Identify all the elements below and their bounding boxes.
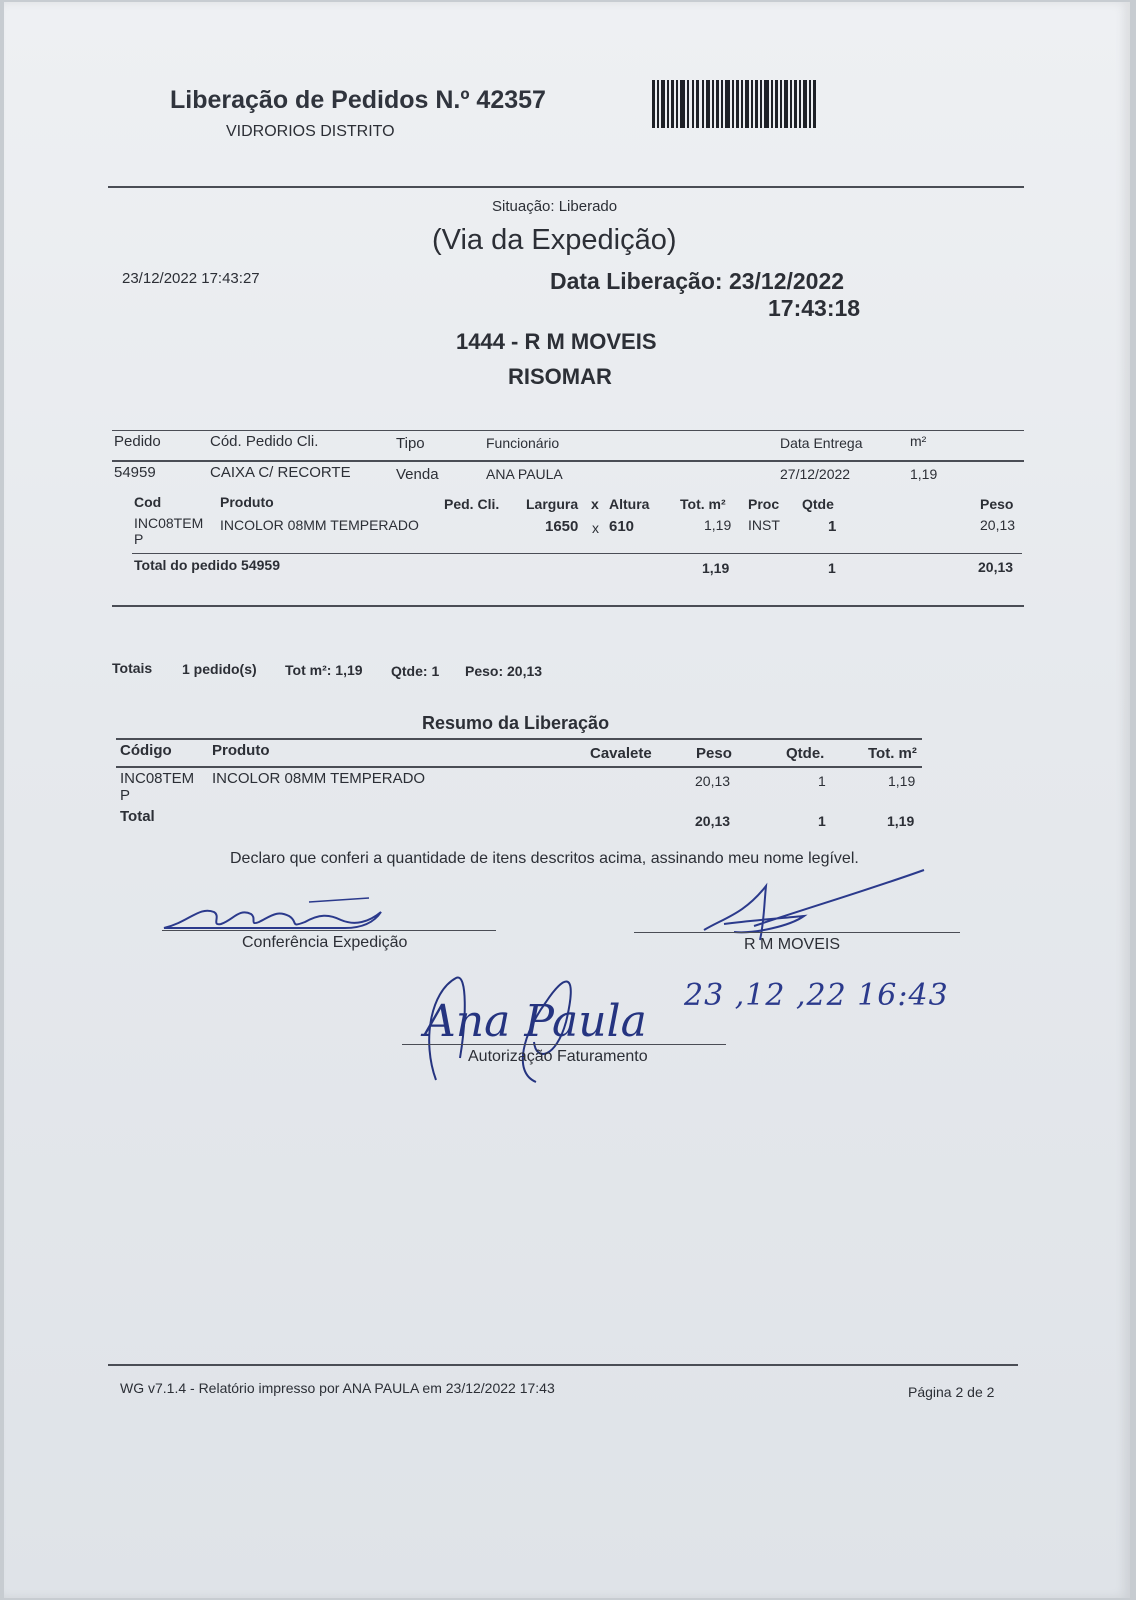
order-number: 54959 — [114, 464, 156, 481]
summary-tot-m2: 1,19 — [888, 773, 916, 789]
status-label: Situação: Liberado — [492, 198, 618, 215]
totals-qtde: Qtde: 1 — [391, 663, 440, 679]
summary-code-line1: INC08TEM — [120, 770, 195, 787]
item-code-line2: P — [134, 531, 144, 547]
item-code-line1: INC08TEM — [134, 515, 204, 531]
signature-line-autorizacao — [402, 1044, 726, 1045]
order-employee: ANA PAULA — [486, 466, 563, 482]
barcode-icon — [652, 80, 816, 128]
item-largura: 1650 — [545, 518, 579, 535]
signature-ana-paula-strokes-icon — [416, 962, 646, 1092]
summary-total-label: Total — [120, 808, 155, 825]
client-name: 1444 - R M MOVEIS — [456, 329, 657, 354]
order-delivery-date: 27/12/2022 — [780, 466, 851, 482]
summary-total-peso: 20,13 — [695, 813, 731, 829]
order-type: Venda — [396, 466, 439, 483]
release-date: Data Liberação: 23/12/2022 — [550, 268, 845, 294]
summary-header-cavalete: Cavalete — [590, 745, 652, 762]
item-header-largura: Largura — [526, 496, 579, 512]
summary-header-codigo: Código — [120, 742, 172, 759]
item-product: INCOLOR 08MM TEMPERADO — [220, 517, 419, 533]
client-subname: RISOMAR — [508, 364, 612, 389]
signature-line-rm-moveis — [634, 932, 960, 933]
summary-header-qtde: Qtde. — [786, 745, 825, 762]
order-total-label: Total do pedido 54959 — [134, 557, 280, 573]
document-title: Liberação de Pedidos N.º 42357 — [170, 86, 546, 114]
summary-peso: 20,13 — [695, 773, 731, 789]
signature-label-rm-moveis: R M MOVEIS — [744, 936, 841, 953]
order-section-end-rule — [112, 605, 1024, 607]
item-altura: 610 — [609, 518, 635, 535]
order-total-qtde: 1 — [828, 560, 836, 576]
footer-printed-by: WG v7.1.4 - Relatório impresso por ANA PAULA em 23/12/2022 17:43 — [120, 1380, 555, 1396]
summary-header-tot-m2: Tot. m² — [868, 745, 917, 762]
item-header-x: x — [591, 496, 599, 512]
summary-header-produto: Produto — [212, 742, 270, 759]
item-header-peso: Peso — [980, 496, 1014, 512]
summary-qtde: 1 — [818, 773, 826, 789]
totals-label: Totais — [112, 660, 153, 676]
declaration-text: Declaro que conferi a quantidade de itens descritos acima, assinando meu nome legível. — [230, 850, 859, 867]
item-header-tot-m2: Tot. m² — [680, 496, 726, 512]
item-qtde: 1 — [828, 518, 837, 535]
signature-line-conferencia — [162, 930, 496, 931]
summary-total-qtde: 1 — [818, 813, 826, 829]
item-total-rule — [132, 553, 1022, 554]
totals-peso: Peso: 20,13 — [465, 663, 543, 679]
signature-ana-paula: Ana Paula — [424, 996, 647, 1047]
signature-label-conferencia: Conferência Expedição — [242, 934, 408, 951]
order-client-code: CAIXA C/ RECORTE — [210, 464, 351, 481]
col-header-pedido: Pedido — [114, 433, 161, 450]
document-page — [4, 2, 1130, 1598]
item-proc: INST — [748, 517, 780, 533]
summary-header-rule — [116, 766, 922, 768]
company-name: VIDRORIOS DISTRITO — [226, 123, 395, 140]
order-total-m2: 1,19 — [702, 560, 730, 576]
item-x: x — [592, 520, 599, 536]
summary-header-peso: Peso — [696, 745, 732, 762]
order-table-top-rule — [112, 430, 1024, 431]
item-header-proc: Proc — [748, 496, 780, 512]
signature-rm-moveis-icon — [694, 866, 930, 946]
item-peso: 20,13 — [980, 517, 1016, 533]
release-time: 17:43:18 — [768, 295, 861, 321]
col-header-funcionario: Funcionário — [486, 435, 560, 451]
footer-rule — [108, 1364, 1018, 1366]
summary-code-line2: P — [120, 787, 131, 804]
item-tot-m2: 1,19 — [704, 517, 732, 533]
col-header-tipo: Tipo — [396, 435, 425, 452]
footer-page-number: Página 2 de 2 — [908, 1384, 995, 1400]
item-header-qtde: Qtde — [802, 496, 834, 512]
summary-top-rule — [116, 738, 922, 740]
signature-label-autorizacao: Autorização Faturamento — [468, 1048, 648, 1065]
order-total-peso: 20,13 — [978, 559, 1014, 575]
copy-label: (Via da Expedição) — [432, 224, 677, 256]
order-table-header-rule — [112, 460, 1024, 462]
item-header-cod: Cod — [134, 494, 162, 510]
item-header-produto: Produto — [220, 494, 274, 510]
header-divider — [108, 186, 1024, 188]
col-header-data-entrega: Data Entrega — [780, 435, 863, 451]
totals-pedidos: 1 pedido(s) — [182, 661, 257, 677]
summary-total-m2: 1,19 — [887, 813, 915, 829]
summary-product: INCOLOR 08MM TEMPERADO — [212, 770, 426, 787]
col-header-cod-pedido-cli: Cód. Pedido Cli. — [210, 433, 319, 450]
order-m2: 1,19 — [910, 466, 938, 482]
printed-timestamp: 23/12/2022 17:43:27 — [122, 270, 260, 287]
handwritten-date: 23 ,12 ,22 16:43 — [684, 978, 949, 1013]
item-header-ped-cli: Ped. Cli. — [444, 496, 500, 512]
totals-tot-m2: Tot m²: 1,19 — [285, 662, 363, 678]
col-header-m2: m² — [910, 433, 927, 449]
item-header-altura: Altura — [609, 496, 650, 512]
summary-title: Resumo da Liberação — [422, 713, 610, 733]
